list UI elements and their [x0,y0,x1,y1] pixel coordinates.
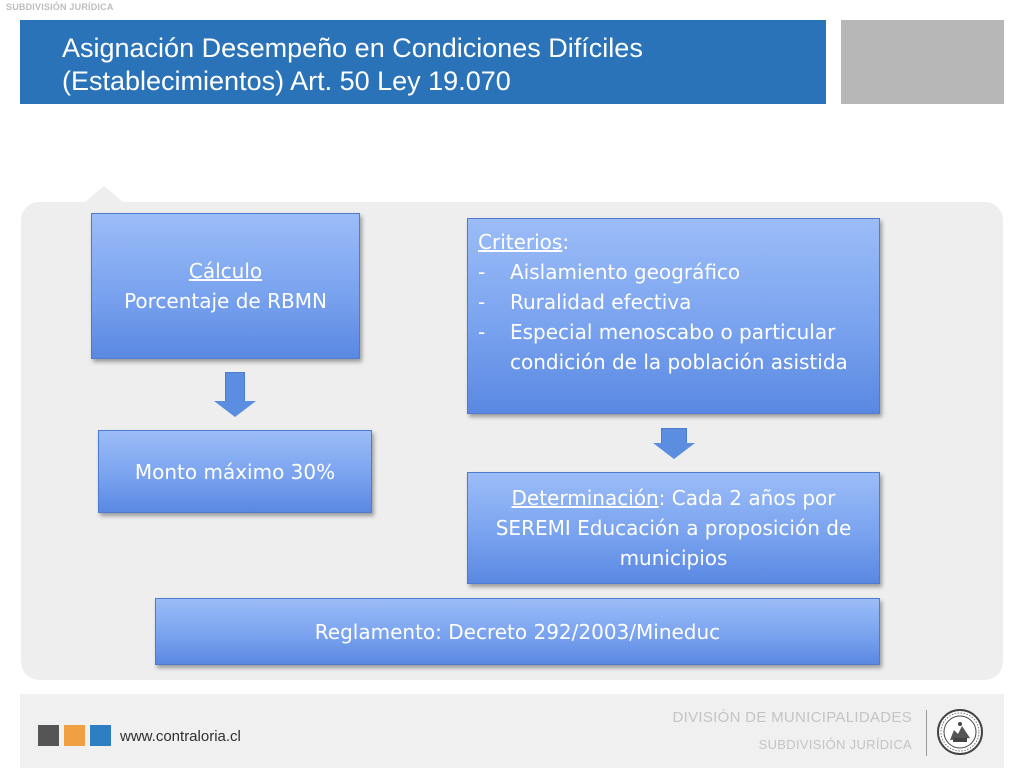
bullet-dash: - [478,260,486,284]
bullet-dash: - [478,320,486,344]
footer-square-orange [64,725,85,746]
criterio-item [478,257,869,287]
footer-divider [926,710,927,756]
determinacion-box [467,472,880,584]
panel-notch [84,186,124,203]
determinacion-heading: Determinación [511,486,659,510]
criterios-heading-line [478,227,869,257]
criterio-item-text: Aislamiento geográfico [510,260,741,284]
bullet-dash: - [478,290,486,314]
footer-subdivision-label: SUBDIVISIÓN JURÍDICA [758,737,912,752]
footer-square-dark [38,725,59,746]
calculo-text: Porcentaje de RBMN [124,289,327,313]
reglamento-text: Reglamento: Decreto 292/2003/Mineduc [314,620,721,644]
monto-box [98,430,372,513]
page-title-line-1: Asignación Desempeño en Condiciones Difíciles [62,33,643,63]
criterio-item-text: Especial menoscabo o particular condición de la población asistida [510,320,848,374]
criterio-item [478,287,869,317]
footer-square-blue [90,725,111,746]
criterios-box [467,218,880,414]
criterios-heading: Criterios [478,230,563,254]
top-subdivision-label: SUBDIVISIÓN JURÍDICA [6,2,114,12]
footer-division-label: DIVISIÓN DE MUNICIPALIDADES [672,709,912,726]
header-grey-block [841,20,1004,104]
criterio-item-text: Ruralidad efectiva [510,290,692,314]
footer-website-link[interactable]: www.contraloria.cl [120,728,241,745]
determinacion-text: : Cada 2 años por SEREMI Educación a proposición de municipios [495,486,852,570]
criterios-colon: : [562,230,570,254]
monto-text: Monto máximo 30% [134,460,336,484]
title-bar [20,20,826,104]
calculo-box [91,213,360,359]
page-title-line-2: (Establecimientos) Art. 50 Ley 19.070 [62,66,511,96]
contraloria-seal-icon [936,708,984,756]
footer [20,694,1004,768]
criterio-item [478,317,869,377]
reglamento-box [155,598,880,665]
calculo-heading: Cálculo [188,259,263,283]
